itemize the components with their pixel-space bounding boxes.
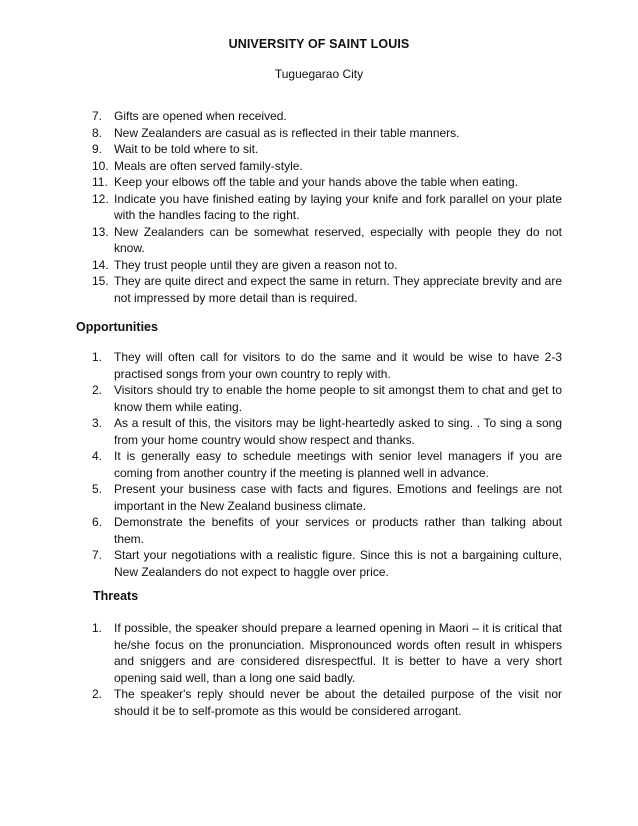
list-item xyxy=(92,547,562,580)
list-text: They will often call for visitors to do the same and it would be wise to have 2-3 practised songs from your own country to reply with. xyxy=(114,350,562,381)
list-number: 9. xyxy=(92,142,103,156)
list-number: 4. xyxy=(92,449,103,463)
list-text: The speaker's reply should never be about the detailed purpose of the visit nor should it be to self-promote as this would be considered arrogant. xyxy=(114,687,562,718)
list-text: They are quite direct and expect the same in return. They appreciate brevity and are not impressed by more detail than is required. xyxy=(114,274,562,305)
list-text: They trust people until they are given a reason not to. xyxy=(114,257,398,272)
list-text: Meals are often served family-style. xyxy=(114,158,303,173)
list-number: 15. xyxy=(92,274,109,288)
list-number: 6. xyxy=(92,515,103,529)
list-text: Demonstrate the benefits of your services or products rather than talking about them. xyxy=(114,515,562,546)
list-item xyxy=(92,158,562,175)
list-number: 1. xyxy=(92,621,103,635)
list-text: Visitors should try to enable the home people to sit amongst them to chat and get to know them while eating. xyxy=(114,383,562,414)
list-item xyxy=(92,415,562,448)
list-item xyxy=(92,174,562,191)
list-text: New Zealanders are casual as is reflected in their table manners. xyxy=(114,125,460,140)
university-title: UNIVERSITY OF SAINT LOUIS xyxy=(228,37,410,51)
list-text: Wait to be told where to sit. xyxy=(114,142,259,156)
threats-heading: Threats xyxy=(93,589,139,603)
list-text: If possible, the speaker should prepare a learned opening in Maori – it is critical that he/she focus on the pronunciation. Mispronounced words often result in whispers and sniggers and are considered disrespectful. It is better to have a very short opening said well, than a long one said badly. xyxy=(114,621,562,685)
list-item xyxy=(92,481,562,514)
list-number: 7. xyxy=(92,109,103,123)
opportunities-list xyxy=(92,349,562,580)
list-item xyxy=(92,382,562,415)
opportunities-heading: Opportunities xyxy=(76,320,158,334)
list-number: 2. xyxy=(92,687,103,701)
list-number: 11. xyxy=(92,175,108,189)
list-item xyxy=(92,224,562,257)
list-text: Indicate you have finished eating by laying your knife and fork parallel on your plate with the handles facing to the right. xyxy=(114,191,562,222)
city-subtitle: Tuguegarao City xyxy=(274,67,364,81)
list-number: 12. xyxy=(92,191,109,206)
list-number: 7. xyxy=(92,548,103,562)
list-item xyxy=(92,125,562,142)
list-item xyxy=(92,257,562,274)
etiquette-list xyxy=(92,108,562,306)
list-item xyxy=(92,686,562,719)
list-text: It is generally easy to schedule meetings with senior level managers if you are coming from another country if the meeting is planned well in advance. xyxy=(114,449,562,480)
list-text: Gifts are opened when received. xyxy=(114,109,287,123)
list-item xyxy=(92,108,562,125)
list-text: New Zealanders can be somewhat reserved, especially with people they do not know. xyxy=(114,224,562,255)
list-item xyxy=(92,514,562,547)
list-text: Start your negotiations with a realistic figure. Since this is not a bargaining culture, New Zealanders do not expect to haggle over price. xyxy=(114,548,562,579)
list-item xyxy=(92,141,562,158)
list-number: 3. xyxy=(92,416,103,430)
list-item xyxy=(92,273,562,306)
list-item xyxy=(92,191,562,224)
list-text: Keep your elbows off the table and your hands above the table when eating. xyxy=(114,175,519,189)
list-item xyxy=(92,448,562,481)
list-text: As a result of this, the visitors may be light-heartedly asked to sing. . To sing a song from your home country would show respect and thanks. xyxy=(114,416,562,447)
list-number: 10. xyxy=(92,158,109,173)
list-item xyxy=(92,349,562,382)
list-number: 8. xyxy=(92,125,103,140)
list-text: Present your business case with facts and figures. Emotions and feelings are not important in the New Zealand business climate. xyxy=(114,482,562,513)
list-number: 1. xyxy=(92,350,103,364)
list-number: 5. xyxy=(92,482,103,496)
list-number: 2. xyxy=(92,383,103,397)
list-item xyxy=(92,620,562,686)
list-number: 14. xyxy=(92,257,109,272)
list-number: 13. xyxy=(92,224,109,239)
threats-list xyxy=(92,620,562,719)
